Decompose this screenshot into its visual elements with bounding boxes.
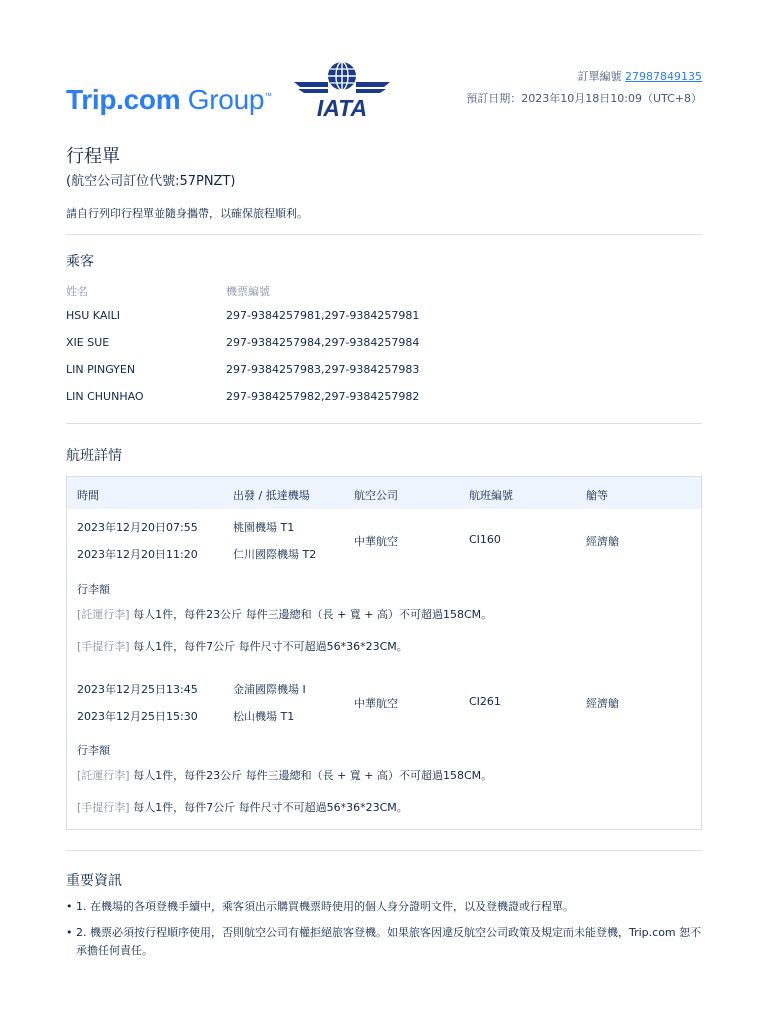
carry-on-tag: [手提行李] <box>77 801 130 814</box>
passenger-name: LIN CHUNHAO <box>66 390 144 403</box>
cabin-class: 經濟艙 <box>586 535 619 548</box>
header-cabin: 艙等 <box>586 489 608 502</box>
passenger-row <box>66 336 420 349</box>
ticket-number: 297-9384257984,297-9384257984 <box>226 336 420 349</box>
info-text: 2. 機票必須按行程順序使用，否則航空公司有權拒絕旅客登機。如果旅客因違反航空公司政策及規定而未能登機，Trip.com 恕不承擔任何責任。 <box>76 926 702 957</box>
trip-com-group-logo: Trip.com Group™ <box>66 84 272 115</box>
checked-baggage-text: 每人1件，每件23公斤 每件三邊總和（長 + 寬 + 高）不可超過158CM。 <box>129 608 493 621</box>
baggage-allowance-label: 行李額 <box>77 744 110 757</box>
passenger-row <box>66 390 420 403</box>
column-name-header: 姓名 <box>66 285 88 298</box>
checked-baggage-text: 每人1件，每件23公斤 每件三邊總和（長 + 寬 + 高）不可超過158CM。 <box>129 769 493 782</box>
ticket-number: 297-9384257982,297-9384257982 <box>226 390 420 403</box>
header <box>66 60 706 124</box>
flights-section-title: 航班詳情 <box>66 448 122 464</box>
passenger-table-header <box>66 283 270 299</box>
carry-on-text: 每人1件，每件7公斤 每件尺寸不可超過56*36*23CM。 <box>129 640 408 653</box>
carry-on-tag: [手提行李] <box>77 640 130 653</box>
departure-airport: 桃園機場 T1 <box>233 521 295 534</box>
print-notice: 請自行列印行程單並隨身攜帶，以確保旅程順利。 <box>66 207 308 220</box>
arrival-time: 2023年12月20日11:20 <box>77 548 198 561</box>
divider <box>66 850 702 851</box>
header-time: 時間 <box>77 489 99 502</box>
carry-on-text: 每人1件，每件7公斤 每件尺寸不可超過56*36*23CM。 <box>129 801 408 814</box>
airline-name: 中華航空 <box>354 697 398 710</box>
arrival-time: 2023年12月25日15:30 <box>77 710 198 723</box>
flight-number: CI261 <box>469 695 501 708</box>
booking-date: 預訂日期：2023年10月18日10:09（UTC+8） <box>466 92 702 105</box>
passenger-name: HSU KAILI <box>66 309 120 322</box>
flight-segment <box>67 519 701 579</box>
header-airline: 航空公司 <box>354 489 398 502</box>
airline-name: 中華航空 <box>354 535 398 548</box>
flight-segment <box>67 681 701 741</box>
departure-airport: 金浦國際機場 I <box>233 683 306 696</box>
flight-details-table <box>66 476 702 830</box>
cabin-class: 經濟艙 <box>586 697 619 710</box>
passengers-section-title: 乘客 <box>66 254 94 270</box>
passenger-row <box>66 363 420 376</box>
checked-baggage <box>77 767 492 783</box>
bullet: • <box>66 926 73 939</box>
header-airport: 出發 / 抵達機場 <box>233 489 310 502</box>
flight-table-header <box>67 477 701 509</box>
important-info-item <box>66 924 706 960</box>
ticket-number: 297-9384257983,297-9384257983 <box>226 363 420 376</box>
info-text: 1. 在機場的各項登機手續中，乘客須出示購買機票時使用的個人身分證明文件，以及登機證或行程單。 <box>76 900 574 913</box>
bullet: • <box>66 900 73 913</box>
airline-booking-code: (航空公司訂位代號:57PNZT) <box>66 174 236 189</box>
flight-number: CI160 <box>469 533 501 546</box>
arrival-airport: 仁川國際機場 T2 <box>233 548 317 561</box>
arrival-airport: 松山機場 T1 <box>233 710 295 723</box>
passenger-name: LIN PINGYEN <box>66 363 136 376</box>
divider <box>66 234 702 235</box>
svg-text:IATA: IATA <box>316 95 368 120</box>
important-info-title: 重要資訊 <box>66 873 122 889</box>
passenger-name: XIE SUE <box>66 336 110 349</box>
column-ticket-header: 機票編號 <box>226 285 270 298</box>
checked-baggage <box>77 606 492 622</box>
departure-time: 2023年12月25日13:45 <box>77 683 198 696</box>
passenger-row <box>66 309 420 322</box>
baggage-allowance-label: 行李額 <box>77 583 110 596</box>
header-flight-number: 航班編號 <box>469 489 513 502</box>
important-info-item <box>66 898 706 916</box>
page-title: 行程單 <box>66 146 120 167</box>
order-number-line: 訂單編號 27987849135 <box>577 70 702 83</box>
divider <box>66 423 702 424</box>
carry-on-baggage <box>77 638 408 654</box>
order-number-link[interactable]: 27987849135 <box>625 70 702 83</box>
checked-baggage-tag: [託運行李] <box>77 608 130 621</box>
departure-time: 2023年12月20日07:55 <box>77 521 198 534</box>
order-info <box>466 66 702 110</box>
checked-baggage-tag: [託運行李] <box>77 769 130 782</box>
iata-logo <box>292 60 392 120</box>
carry-on-baggage <box>77 799 408 815</box>
ticket-number: 297-9384257981,297-9384257981 <box>226 309 420 322</box>
